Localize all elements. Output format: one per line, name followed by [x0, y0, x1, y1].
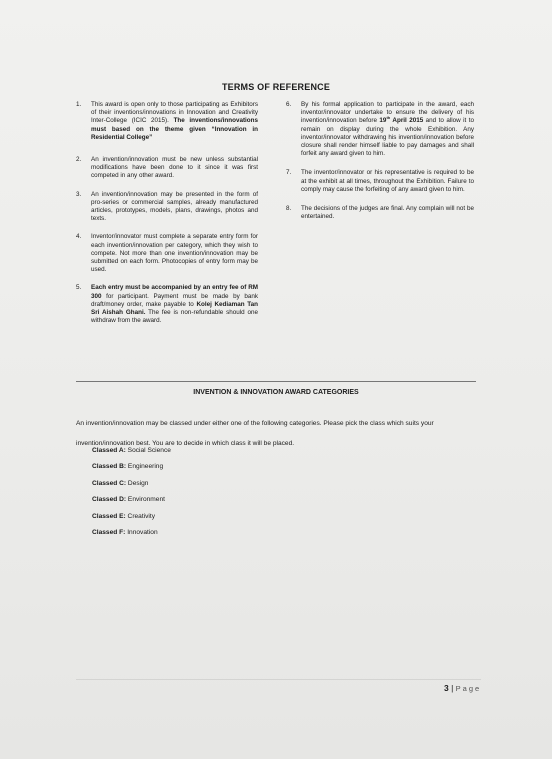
terms-right-column: [286, 101, 474, 230]
category-label: Classed B:: [92, 463, 127, 471]
category-label: Classed C:: [92, 479, 127, 487]
terms-left-column: [76, 101, 258, 334]
term-text-part: Inventor/innovator must complete a separate entry form for each invention/innovation per category, which they wish to compete. Not more than one invention/innovation may be submitted on each form. Photocopies of entry form may be used.: [91, 233, 258, 274]
category-item: [92, 463, 171, 479]
term-number: 5.: [76, 284, 82, 292]
term-text-part: Each entry must be accompanied by an entry fee of RM 300: [91, 284, 258, 300]
term-number: 8.: [286, 205, 292, 213]
term-text-part: An invention/innovation may be presented in the form of pro-series or commercial samples, already manufactured articles, prototypes, models, plans, drawings, photos and texts.: [91, 190, 258, 223]
category-item: [92, 480, 171, 496]
term-number: 6.: [286, 101, 292, 108]
term-number: 4.: [76, 233, 82, 241]
term-item: [76, 284, 258, 325]
category-label: Classed A:: [92, 447, 126, 454]
category-list: [92, 447, 171, 545]
category-label: Classed E:: [92, 512, 126, 520]
term-text: [301, 169, 474, 194]
category-value: Environment: [126, 496, 165, 504]
category-value: Innovation: [125, 528, 158, 536]
category-item: [92, 529, 171, 545]
term-text-part: An invention/innovation must be new unless substantial modifications have been done to it since it was first competed in any other award.: [91, 156, 258, 180]
term-text: [91, 284, 258, 325]
term-number: 1.: [76, 101, 82, 108]
term-item: [286, 169, 474, 194]
page-title: TERMS OF REFERENCE: [221, 82, 331, 92]
term-text-part: and to allow it to remain on display during the whole Exhibition. Any inventor/innovator withdrawing his invention/innovation before closure shall render himself liable to pay damages and shall forfeit any award given to him.: [301, 117, 474, 158]
category-value: Social Science: [125, 447, 171, 454]
category-value: Engineering: [126, 463, 164, 471]
category-item: [92, 513, 171, 529]
term-item: [76, 191, 258, 224]
term-text-part: This award is open only to those participating as Exhibitors of their inventions/innovations in Innovation and Creativity Inter-College (ICIC 2015).: [91, 101, 258, 125]
term-text: [91, 156, 258, 181]
term-text: [91, 233, 258, 274]
term-item: [76, 156, 258, 181]
page-number: 3: [444, 683, 449, 693]
term-number: 7.: [286, 169, 292, 177]
term-text-part: The fee is non-refundable should one withdraw from the award.: [91, 309, 258, 325]
footer-divider: [76, 679, 481, 680]
term-text-part: By his formal application to participate in the award, each inventor/innovator undertake to ensure the delivery of his invention/innovation before: [301, 101, 474, 125]
term-item: [76, 233, 258, 274]
term-text-part: The inventions/innovations must based on the theme given “Innovation in Residential College”: [91, 117, 258, 141]
footer-separator: |: [448, 683, 456, 693]
term-text: [91, 101, 258, 142]
term-text-part: for participant. Payment must be made by bank draft/money order, make payable to: [91, 292, 258, 308]
page-label: Page: [455, 684, 482, 693]
category-value: Design: [126, 479, 149, 487]
term-text-part: The decisions of the judges are final. Any complain will not be entertained.: [301, 205, 474, 221]
term-text-part: 19: [379, 117, 387, 125]
term-number: 3.: [76, 190, 82, 198]
category-value: Creativity: [125, 512, 156, 520]
term-item: [76, 101, 258, 142]
term-text: [301, 101, 474, 158]
category-label: Classed F:: [92, 528, 126, 536]
category-item: [92, 496, 171, 512]
page-footer: [444, 683, 481, 693]
term-text: [91, 191, 258, 224]
category-item: [92, 447, 171, 463]
term-number: 2.: [76, 156, 82, 164]
term-text: [301, 205, 474, 221]
term-text-part: Kolej Kediaman Tan Sri Aishah Ghani.: [91, 300, 259, 317]
term-text-part: th: [386, 115, 391, 121]
term-item: [286, 101, 474, 158]
term-text-part: April 2015: [390, 117, 424, 125]
categories-intro: An invention/innovation may be classed under either one of the following categories. Please pick the class which suits your invention/innovation best. You are to decide in which class it will be placed.: [76, 420, 434, 447]
category-label: Classed D:: [92, 496, 127, 504]
section-divider: [76, 381, 476, 382]
term-text-part: The inventor/innovator or his representative is required to be at the exhibit at all times, throughout the Exhibition. Failure to comply may cause the forfeiting of any award given to him.: [301, 169, 474, 193]
term-item: [286, 205, 474, 221]
categories-title: INVENTION & INNOVATION AWARD CATEGORIES: [193, 389, 359, 396]
